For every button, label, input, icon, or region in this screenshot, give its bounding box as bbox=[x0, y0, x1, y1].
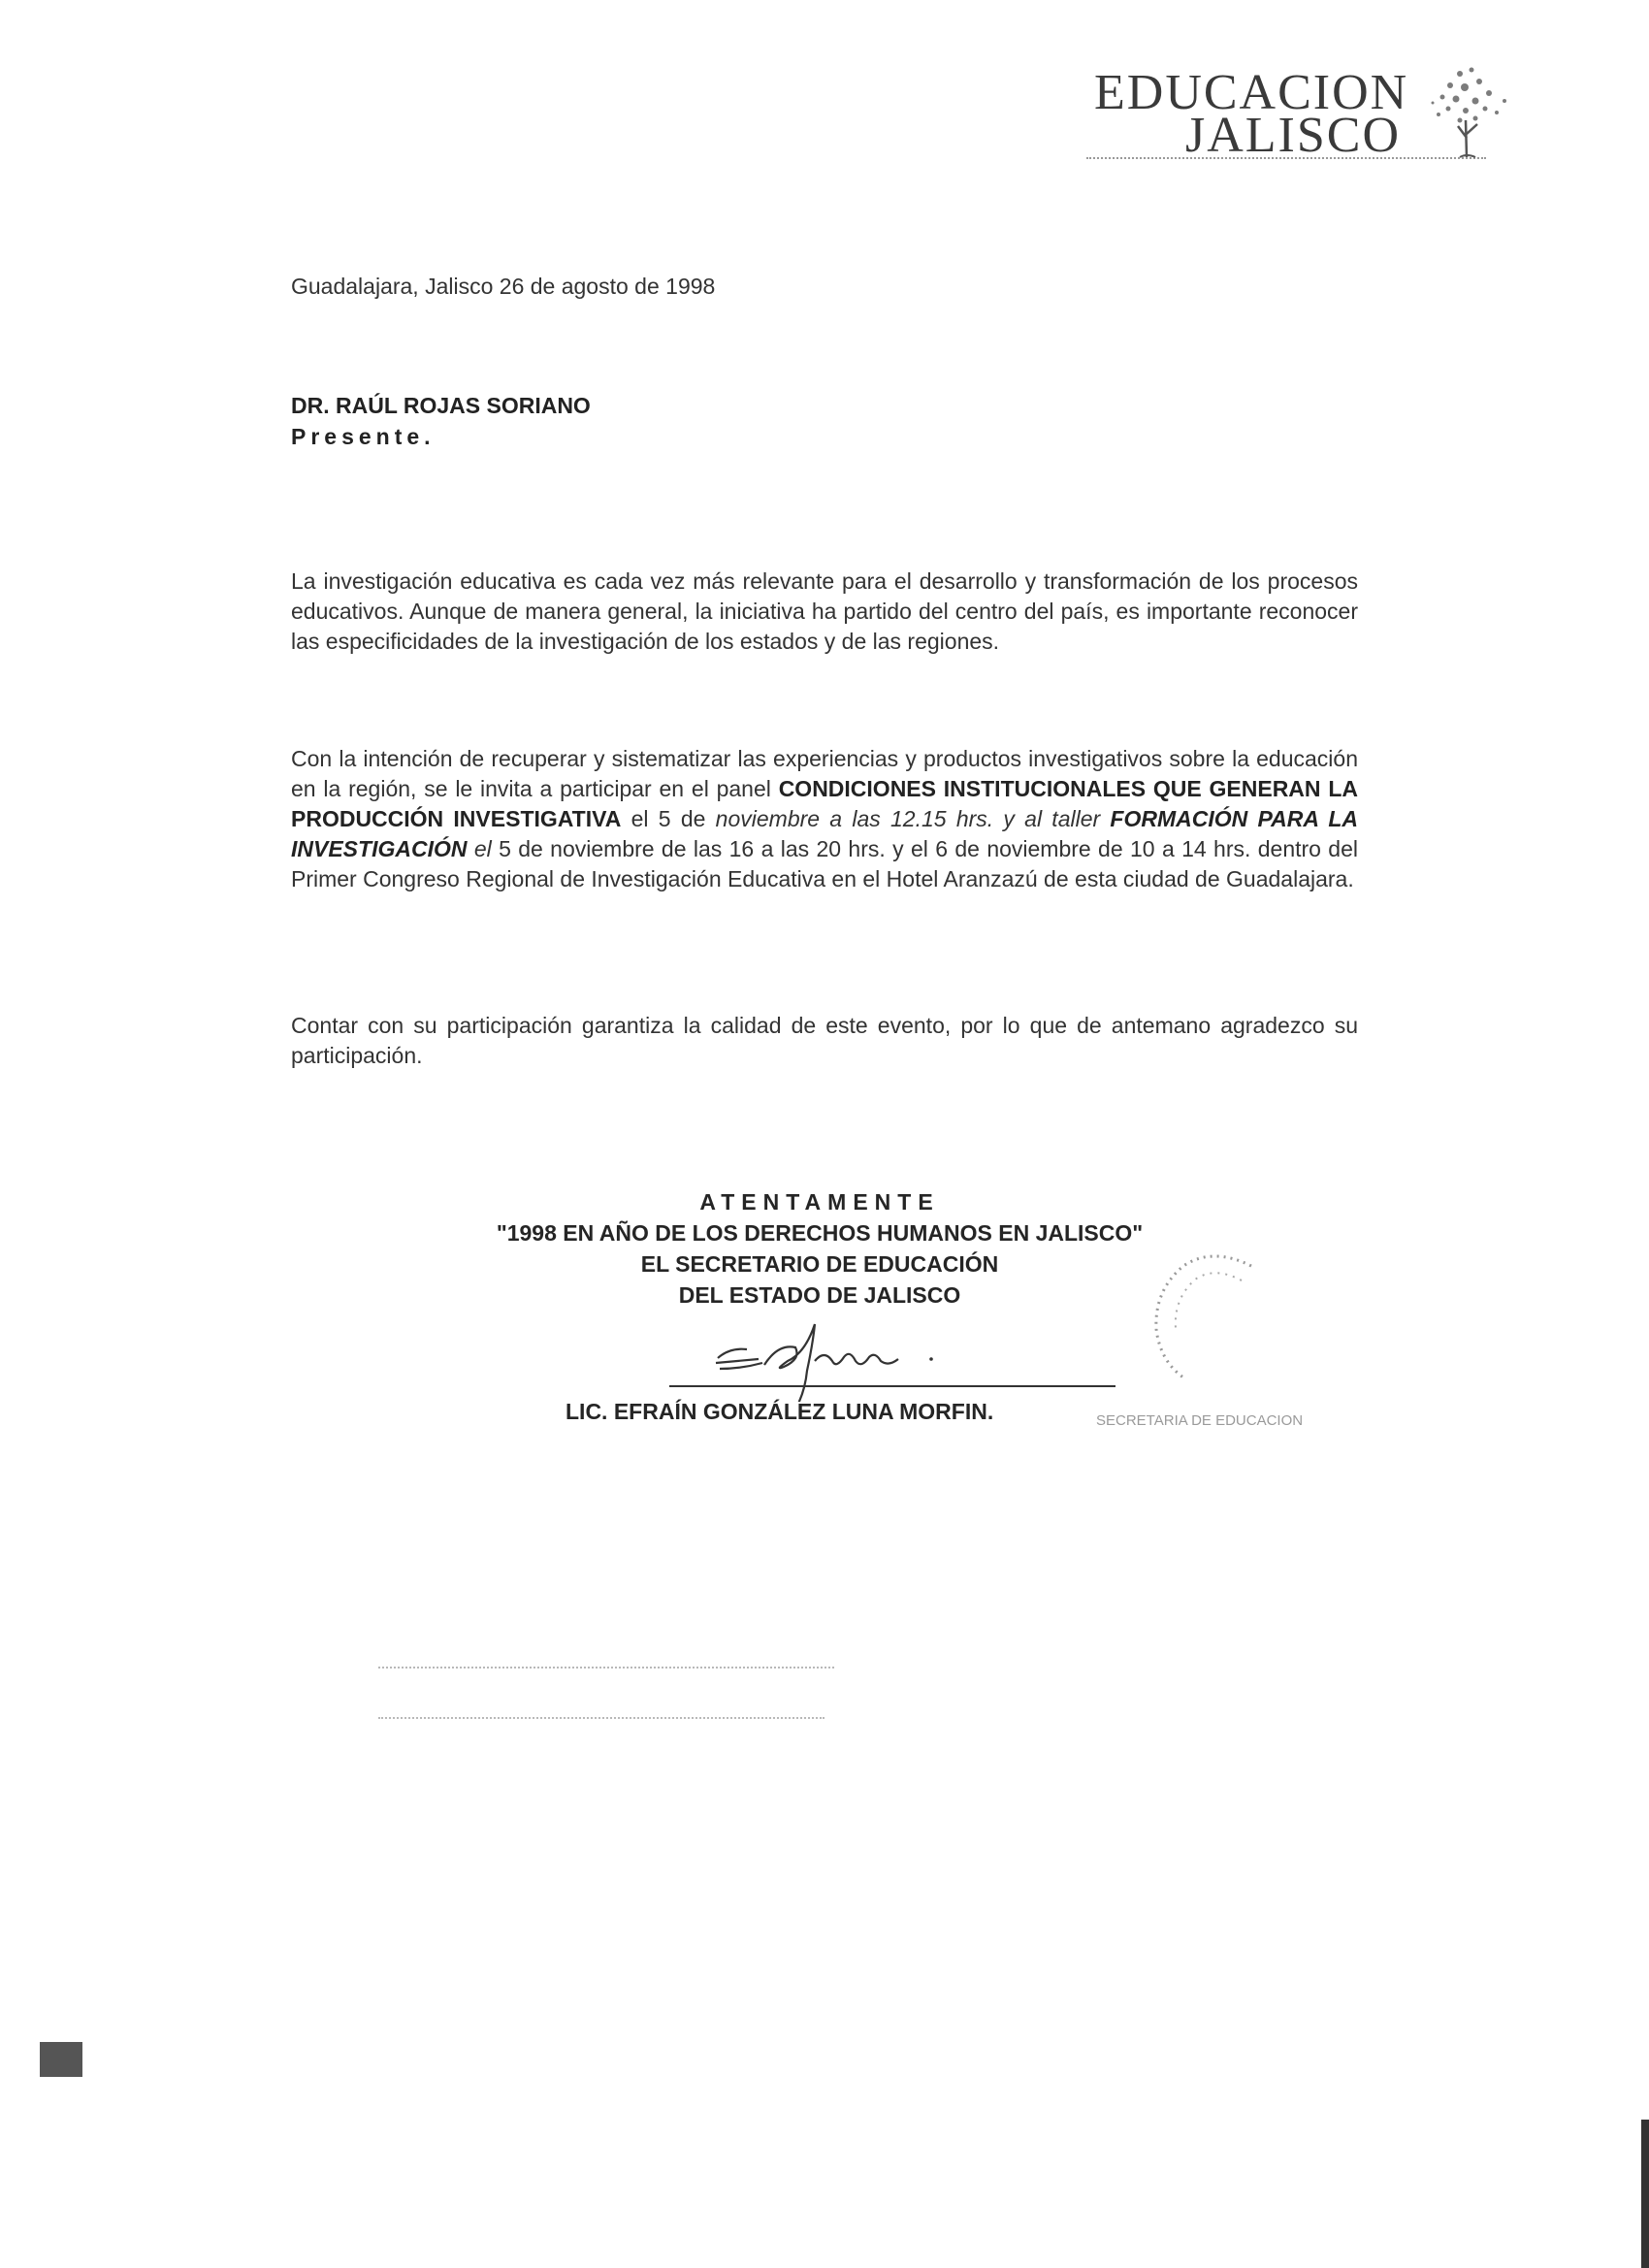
panel-time: noviembre a las 12.15 hrs. y al taller bbox=[715, 806, 1111, 831]
body-paragraph-3: Contar con su participación garantiza la calidad de este evento, por lo que de antemano agradezco su participación. bbox=[291, 1013, 1358, 1068]
signer-name: LIC. EFRAÍN GONZÁLEZ LUNA MORFIN. bbox=[566, 1399, 994, 1424]
handwritten-signature bbox=[669, 1305, 1116, 1402]
panel-title: CONDICIONES INSTITUCIONALES QUE GENERAN LA PRODUCCIÓN INVESTIGATIVA bbox=[291, 776, 1358, 831]
workshop-title: FORMACIÓN PARA LA INVESTIGACIÓN bbox=[291, 806, 1359, 861]
closing-attentively: ATENTAMENTE bbox=[699, 1189, 940, 1215]
scan-edge bbox=[1641, 2120, 1649, 2268]
closing-title-1: EL SECRETARIO DE EDUCACIÓN bbox=[640, 1251, 999, 1277]
panel-date: el 5 de bbox=[621, 806, 716, 831]
closing-title-2: DEL ESTADO DE JALISCO bbox=[678, 1282, 961, 1308]
faint-mark bbox=[378, 1667, 834, 1669]
letterhead-logo bbox=[1086, 60, 1513, 167]
faint-mark bbox=[378, 1717, 824, 1719]
tree-emblem-icon bbox=[1421, 56, 1516, 163]
workshop-el: el bbox=[467, 836, 492, 861]
stamp-text: SECRETARIA DE EDUCACION bbox=[1096, 1412, 1304, 1429]
invitation-intro: Con la intención de recuperar y sistematizar las experiencias y productos investigativos sobre la educación en la región, se le invita a participar en el panel bbox=[291, 746, 1358, 801]
invitation-details: 5 de noviembre de las 16 a las 20 hrs. y el 6 de noviembre de 10 a 14 hrs. dentro del Primer Congreso Regional de Investigación Educativa en el Hotel Aranzazú de esta ciudad de Guadalajara. bbox=[291, 836, 1358, 891]
recipient-block bbox=[291, 390, 591, 452]
recipient-greeting: Presente. bbox=[291, 424, 436, 449]
scan-mark bbox=[40, 2042, 82, 2077]
body-paragraph-2 bbox=[291, 744, 1358, 894]
letterhead-line1: EDUCACION bbox=[1094, 65, 1409, 120]
body-paragraph-1: La investigación educativa es cada vez más relevante para el desarrollo y transformación de los procesos educativos. Aunque de manera general, la iniciativa ha partido del centro del país, es importante reconocer las especificidades de la investigación de los estados y de las regiones. bbox=[291, 568, 1358, 654]
letterhead-line2: JALISCO bbox=[1185, 108, 1402, 163]
official-seal-icon bbox=[1145, 1247, 1271, 1392]
closing-motto: "1998 EN AÑO DE LOS DERECHOS HUMANOS EN JALISCO" bbox=[496, 1220, 1144, 1246]
recipient-name: DR. RAÚL ROJAS SORIANO bbox=[291, 393, 591, 418]
date-line: Guadalajara, Jalisco 26 de agosto de 1998 bbox=[291, 274, 716, 299]
